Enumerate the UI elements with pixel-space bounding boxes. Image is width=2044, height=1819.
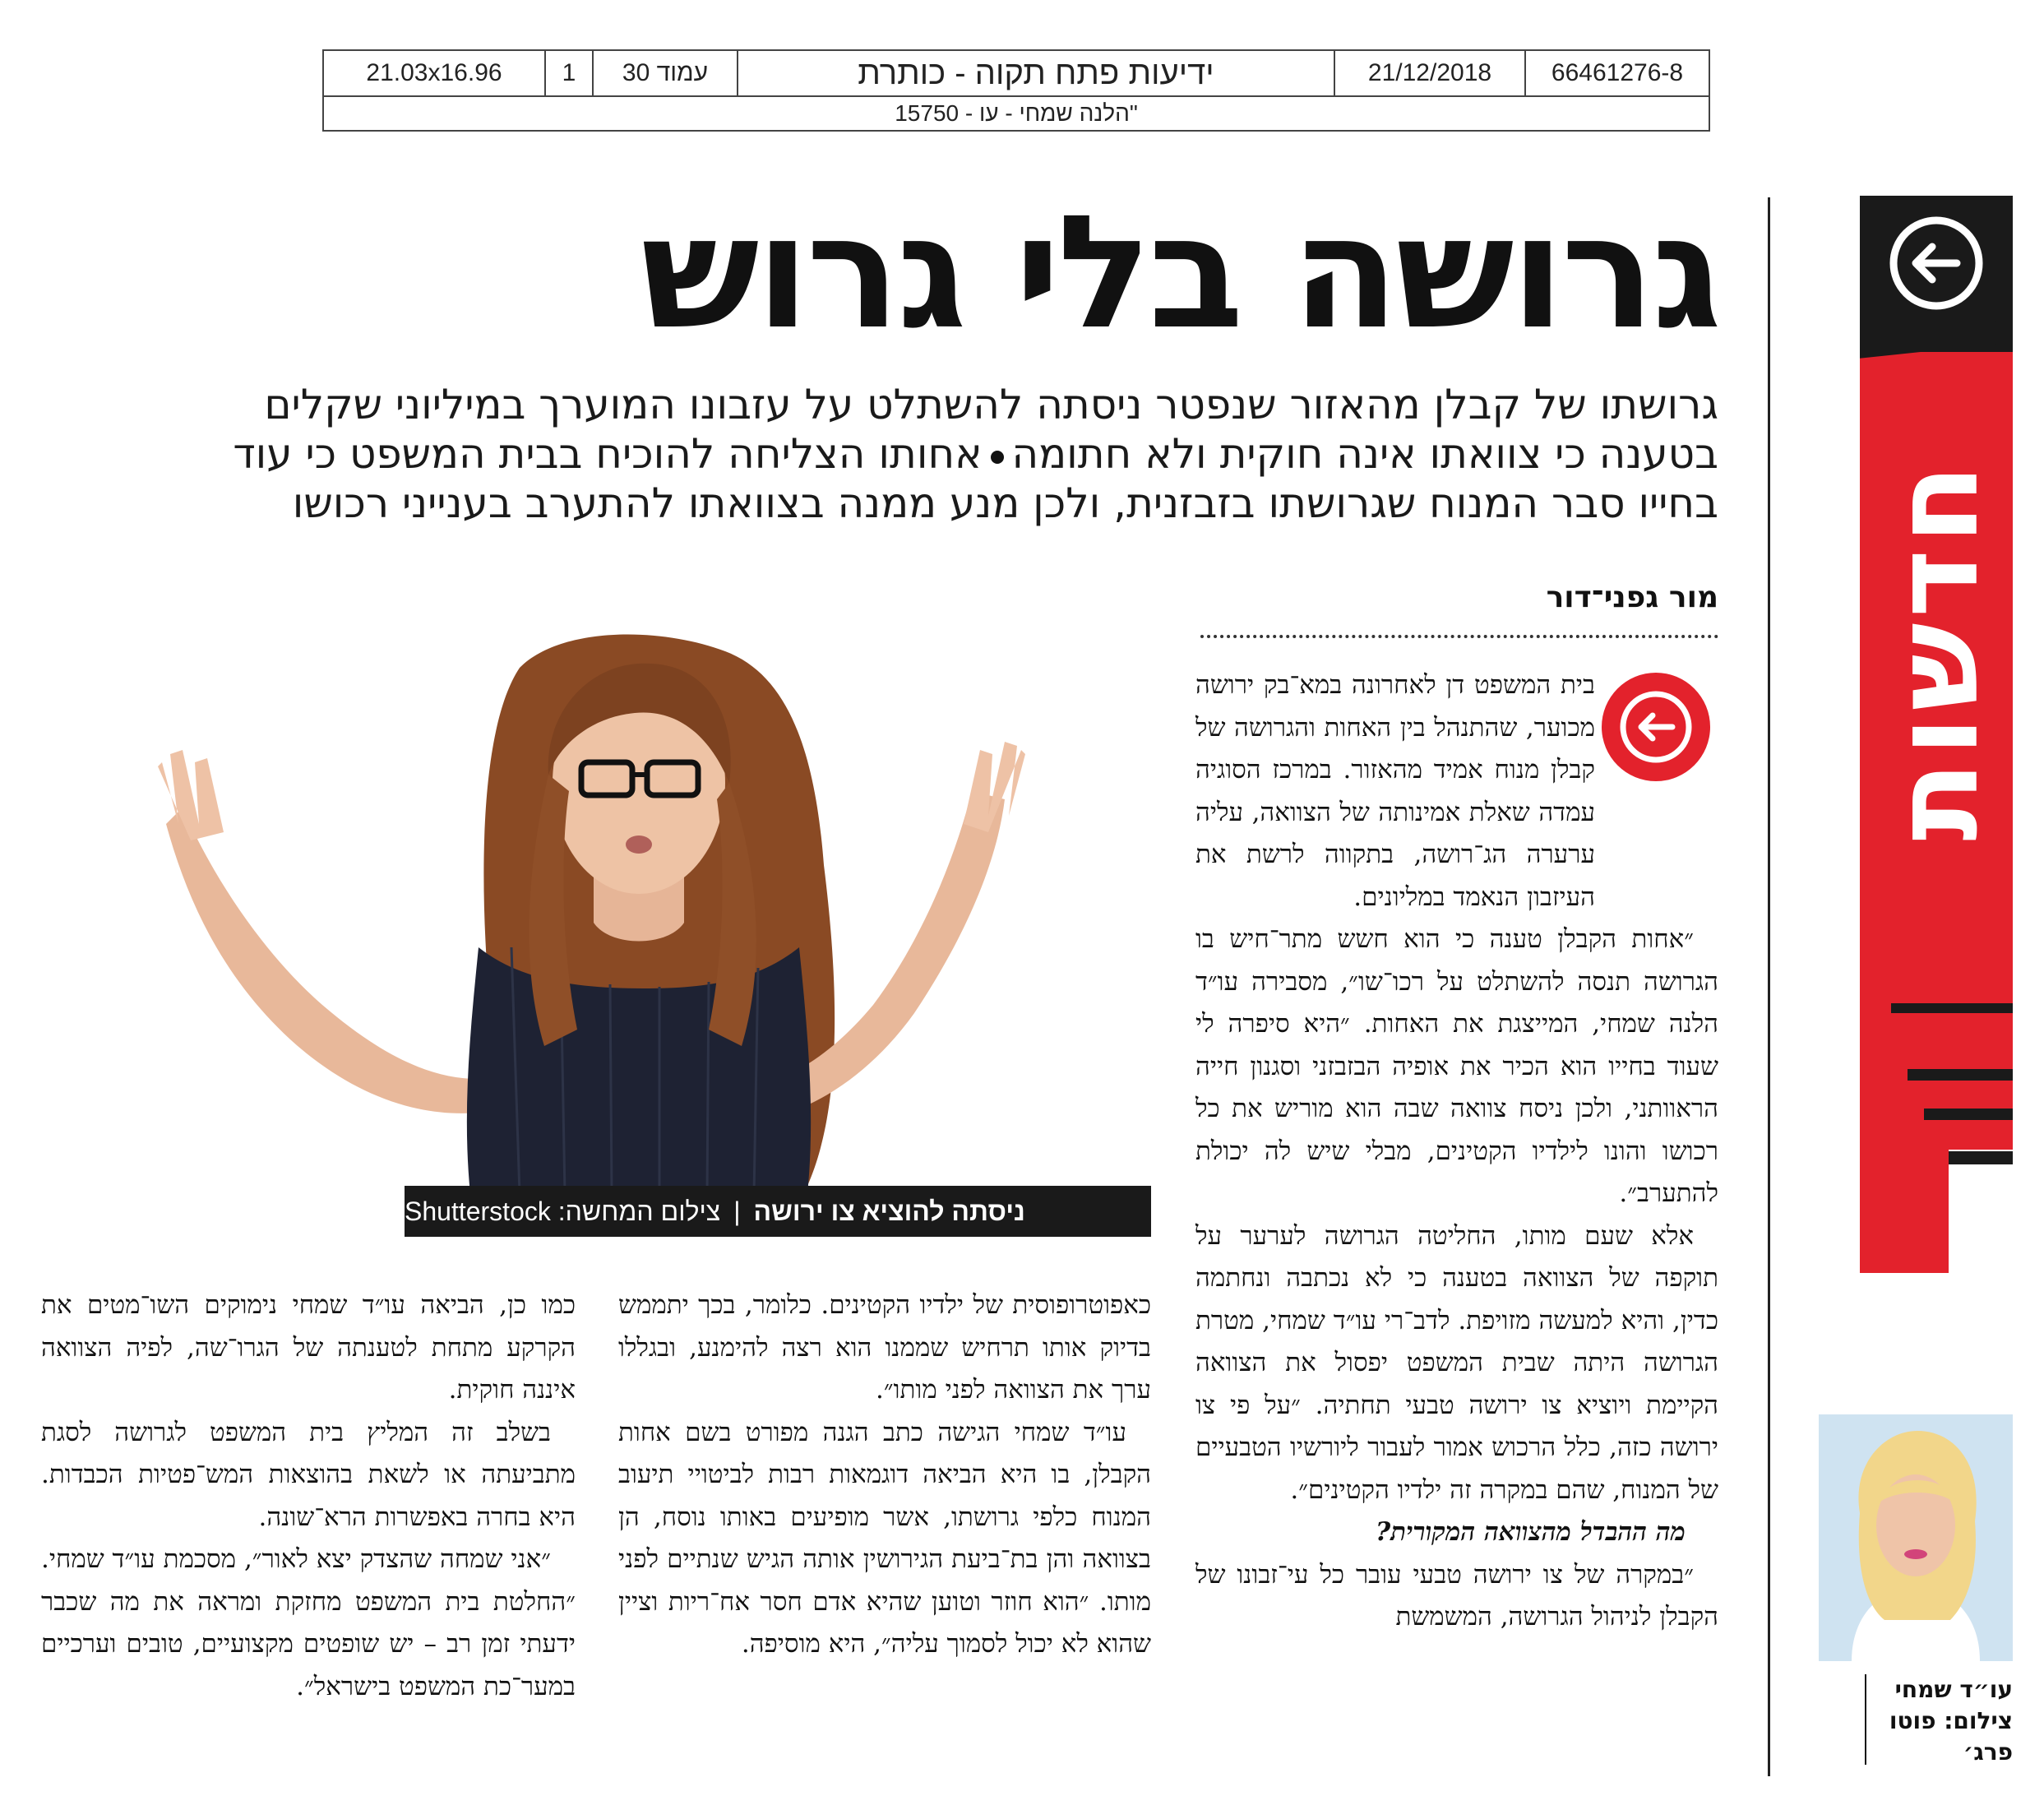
- article-paragraph: אלא שעם מותו, החליטה הגרושה לערער על תוקפה של הצוואה בטענה כי לא נכתבה ונחתמה כדין, והיא למעשה מזויפת. לדב־רי עו״ד שמחי, מטרת הגרושה היתה שבית המשפט יפסול את הצוואה הקיימת ויוציא צו ירושה טבעי תחתיה. ״על פי צו ירושה כזה, כלל הרכוש אמור לעבור ליורשיו הטבעיים של המנוח, שהם במקרה זה ילדיו הקטינים״.: [1195, 1220, 1718, 1505]
- column-divider: [1768, 197, 1770, 1776]
- subheadline: [156, 380, 1718, 528]
- article-column-3: [41, 1284, 576, 1708]
- subheadline-part-2: אחותו הצליחה להוכיח בבית המשפט כי עוד בחייו סבר המנוח שגרושתו בזבזנית, ולכן מנע ממנה בצוואתו להתערב בענייני רכושו: [233, 430, 1718, 527]
- article-subheading: מה ההבדל מהצוואה המקורית?: [1376, 1517, 1686, 1547]
- photo-credit: צילום המחשה: Shutterstock: [405, 1196, 721, 1226]
- section-tab-bar: [1949, 1151, 2013, 1164]
- article-paragraph: ״אחות הקבלן טענה כי הוא חשש מתר־חיש בו הגרושה תנסה להשתלט על רכו־שו״, מסבירה עו״ד הלנה שמחי, המייצגת את האחות. ״היא סיפרה לי שעוד בחייו הוא הכיר את אופיה הבזבזני וסגנון חייה הראוותני, ולכן ניסח צוואה שבה הוא מוריש את כל רכושו והונו לילדיו הקטינים, מבלי שיש לה יכולת להתערב״.: [1195, 924, 1718, 1208]
- clip-count: 1: [544, 51, 592, 95]
- photo-caption: [405, 1186, 1151, 1237]
- clip-id: 66461276-8: [1524, 51, 1709, 95]
- clipping-header: [322, 49, 1710, 132]
- article-column-2: [618, 1284, 1151, 1666]
- byline-divider: [1200, 635, 1718, 638]
- portrait-credit: צילום: פוטו פרג׳: [1889, 1707, 2013, 1766]
- portrait-name: עו״ד שמחי: [1894, 1676, 2013, 1703]
- headline: גרושה בלי גרוש: [640, 182, 1718, 363]
- lawyer-portrait: [1819, 1414, 2013, 1661]
- article-photo: [133, 618, 1151, 1237]
- article-paragraph: כמו כן, הביאה עו״ד שמחי נימוקים השו־מטים את הקרקע מתחת לטענתה של הגרו־שה, לפיה הצוואה איננה חוקית.: [41, 1290, 576, 1405]
- clip-size: 21.03x16.96: [366, 59, 502, 86]
- subheadline-part-1: גרושתו של קבלן מהאזור שנפטר ניסתה להשתלט על עזבונו המוערך במיליוני שקלים בטענה כי צוואתו אינה חוקית ולא חתומה: [264, 381, 1718, 478]
- clip-page: עמוד 30: [592, 51, 737, 95]
- section-tab-bar: [1908, 1069, 2013, 1081]
- section-tab-cutout: [1957, 1168, 2013, 1299]
- caption-separator: |: [733, 1196, 741, 1226]
- article-paragraph: בשלב זה המליץ בית המשפט לגרושה לסגת מתביעתה או לשאת בהוצאות המש־פטיות הכבדות. היא בחרה באפשרות הרא־שונה.: [41, 1417, 576, 1532]
- bullet-dot-icon: [991, 451, 1004, 464]
- byline: מור גפני־דור: [1546, 581, 1718, 614]
- section-tab-step: [1860, 1150, 1949, 1273]
- article-paragraph: ״במקרה של צו ירושה טבעי עובר כל עי־זבונו של הקבלן לניהול הגרושה, המשמשת: [1195, 1559, 1718, 1632]
- clipping-header-top-row: [324, 51, 1709, 97]
- clip-publication: ידיעות פתח תקוה - כותרת: [737, 51, 1334, 95]
- section-label: חדשות: [1868, 458, 2005, 841]
- section-tab-bar: [1924, 1109, 2013, 1120]
- article-column-1: [1195, 664, 1718, 1639]
- article-paragraph: עו״ד שמחי הגישה כתב הגנה מפורט בשם אחות הקבלן, בו היא הביאה דוגמאות רבות לביטויי תיעוב המנוח כלפי גרושתו, אשר מופיעים באותו נוסח, הן בצוואה והן בת־ביעת הגירושין אותה הגיש שנתיים לפני מותו. ״הוא חוזר וטוען שהיא אדם חסר אח־ריות וציין שהוא לא יכול לסמוך עליה״, היא מוסיפה.: [618, 1417, 1151, 1659]
- photo-caption-text: ניסתה להוציא צו ירושה: [753, 1196, 1025, 1226]
- section-tab-bar: [1891, 1003, 2013, 1013]
- clip-client: "הלנה שמחי - עו - 15750: [895, 100, 1138, 126]
- article-paragraph: בית המשפט דן לאחרונה במא־בק ירושה מכוער, שהתנהל בין האחות והגרושה של קבלן מנוח אמיד מהאזור. במרכז הסוגיה עמדה שאלת אמינותה של הצוואה, עליה ערערה הג־רושה, בתקווה לרשת את העיזבון הנאמד במליונים.: [1195, 670, 1595, 912]
- article-paragraph: כאפוטרופוסית של ילדיו הקטינים. כלומר, בכך יתממש בדיוק אותו תרחיש שממנו הוא רצה להימנע, ובגללו ערך את הצוואה לפני מותו״.: [618, 1290, 1151, 1405]
- clip-date: 21/12/2018: [1334, 51, 1524, 95]
- article-paragraph: ״אני שמחה שהצדק יצא לאור״, מסכמת עו״ד שמחי. ״החלטת בית המשפט מחזקת ומראה את מה שכבר ידעתי זמן רב – יש שופטים מקצועיים, טובים וערכיים במער־כת המשפט בישראל״.: [41, 1544, 576, 1701]
- portrait-caption: [1865, 1674, 2013, 1768]
